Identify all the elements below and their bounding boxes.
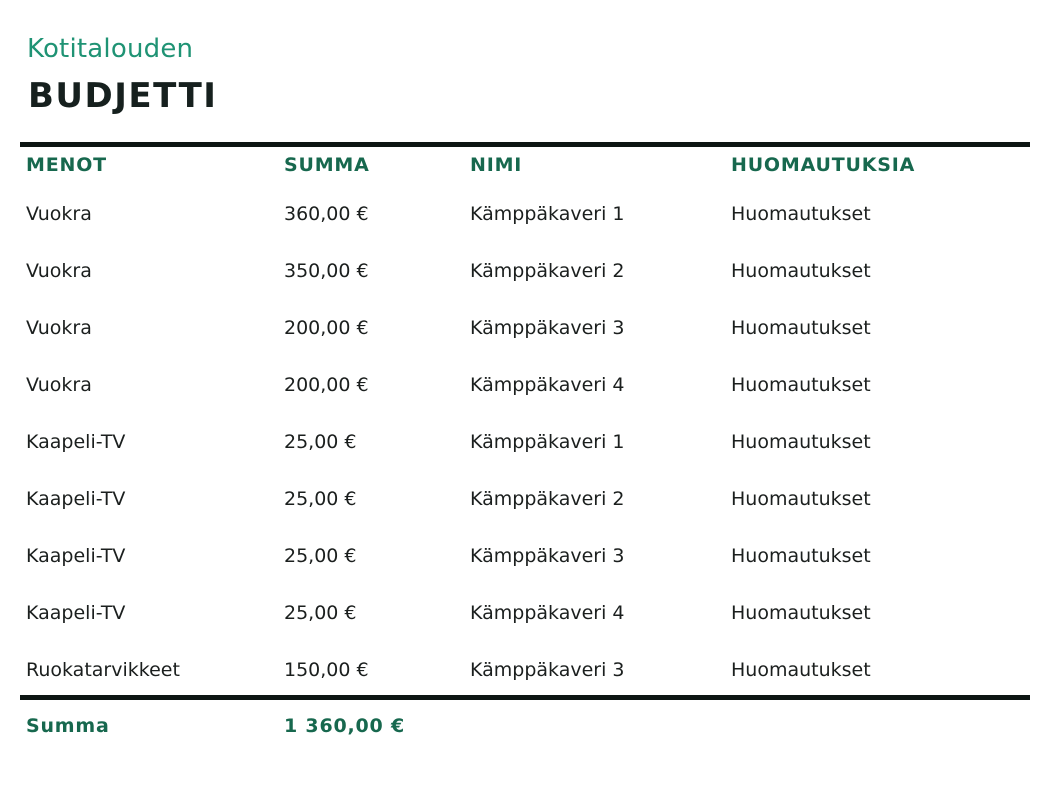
notes-cell: Huomautukset — [731, 602, 871, 624]
total-label: Summa — [26, 715, 110, 737]
table-row — [0, 313, 1038, 343]
page-title: BUDJETTI — [28, 76, 218, 116]
name-cell: Kämppäkaveri 4 — [470, 602, 625, 624]
name-cell: Kämppäkaveri 3 — [470, 317, 625, 339]
table-row — [0, 256, 1038, 286]
column-header-name: NIMI — [470, 154, 523, 176]
name-cell: Kämppäkaveri 1 — [470, 203, 625, 225]
table-row — [0, 655, 1038, 685]
column-header-notes: HUOMAUTUKSIA — [731, 154, 916, 176]
name-cell: Kämppäkaveri 1 — [470, 431, 625, 453]
table-header-row — [0, 150, 1038, 180]
expense-cell: Ruokatarvikkeet — [26, 659, 180, 681]
table-row — [0, 427, 1038, 457]
amount-cell: 25,00 € — [284, 545, 357, 567]
notes-cell: Huomautukset — [731, 374, 871, 396]
notes-cell: Huomautukset — [731, 317, 871, 339]
expense-cell: Vuokra — [26, 260, 92, 282]
amount-cell: 360,00 € — [284, 203, 369, 225]
name-cell: Kämppäkaveri 3 — [470, 659, 625, 681]
table-top-rule — [20, 142, 1030, 147]
name-cell: Kämppäkaveri 4 — [470, 374, 625, 396]
expense-cell: Kaapeli-TV — [26, 602, 126, 624]
total-amount: 1 360,00 € — [284, 715, 405, 737]
name-cell: Kämppäkaveri 2 — [470, 488, 625, 510]
notes-cell: Huomautukset — [731, 431, 871, 453]
amount-cell: 150,00 € — [284, 659, 369, 681]
column-header-amount: SUMMA — [284, 154, 370, 176]
notes-cell: Huomautukset — [731, 488, 871, 510]
table-row — [0, 199, 1038, 229]
table-row — [0, 598, 1038, 628]
table-row — [0, 541, 1038, 571]
name-cell: Kämppäkaveri 2 — [470, 260, 625, 282]
amount-cell: 200,00 € — [284, 317, 369, 339]
amount-cell: 200,00 € — [284, 374, 369, 396]
page-subtitle: Kotitalouden — [27, 34, 194, 64]
notes-cell: Huomautukset — [731, 659, 871, 681]
amount-cell: 25,00 € — [284, 431, 357, 453]
table-bottom-rule — [20, 695, 1030, 700]
expense-cell: Kaapeli-TV — [26, 431, 126, 453]
table-total-row — [0, 711, 1038, 741]
amount-cell: 25,00 € — [284, 602, 357, 624]
notes-cell: Huomautukset — [731, 545, 871, 567]
column-header-expenses: MENOT — [26, 154, 107, 176]
notes-cell: Huomautukset — [731, 260, 871, 282]
expense-cell: Vuokra — [26, 374, 92, 396]
expense-cell: Kaapeli-TV — [26, 545, 126, 567]
notes-cell: Huomautukset — [731, 203, 871, 225]
table-row — [0, 370, 1038, 400]
amount-cell: 350,00 € — [284, 260, 369, 282]
expense-cell: Vuokra — [26, 317, 92, 339]
expense-cell: Vuokra — [26, 203, 92, 225]
table-row — [0, 484, 1038, 514]
expense-cell: Kaapeli-TV — [26, 488, 126, 510]
name-cell: Kämppäkaveri 3 — [470, 545, 625, 567]
amount-cell: 25,00 € — [284, 488, 357, 510]
